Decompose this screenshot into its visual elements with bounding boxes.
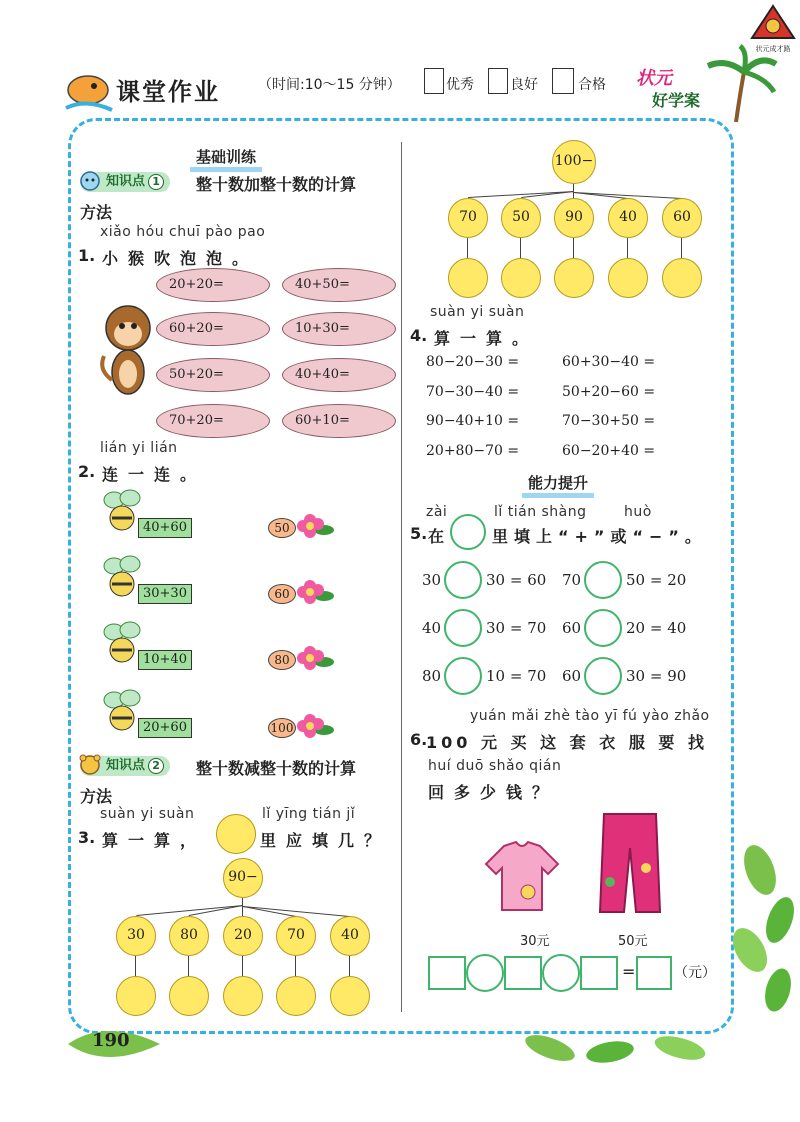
q5-operator-circle[interactable] bbox=[584, 657, 622, 695]
q5-text-1: 在 bbox=[428, 527, 445, 546]
q1-label: 1. bbox=[78, 246, 96, 265]
q1-text: 小猴吹泡泡。 bbox=[102, 249, 259, 268]
right-tree-answer-circle[interactable] bbox=[501, 258, 541, 298]
q5-operand-b: 30 = 70 bbox=[486, 619, 547, 637]
bee-expression[interactable]: 10+40 bbox=[138, 650, 192, 670]
leaves-decoration-icon bbox=[700, 840, 800, 1040]
q5-operand-d: 50 = 20 bbox=[626, 571, 687, 589]
bubble-5: 50+20= bbox=[156, 358, 270, 392]
pants-icon bbox=[596, 808, 664, 920]
right-tree-stem bbox=[681, 238, 682, 258]
palm-tree-icon bbox=[696, 44, 780, 124]
right-tree-answer-circle[interactable] bbox=[662, 258, 702, 298]
q2-pinyin: lián yi lián bbox=[100, 440, 178, 456]
kp1-title: 整十数加整十数的计算 bbox=[196, 175, 357, 194]
bubble-4: 10+30= bbox=[282, 312, 396, 346]
q1-pinyin: xiǎo hóu chuī pào pao bbox=[100, 224, 266, 240]
q4-eq-7: 20+80−70 = bbox=[426, 443, 520, 459]
q4-label: 4. bbox=[410, 326, 428, 345]
q6-text-2: 回多少钱？ bbox=[428, 783, 559, 802]
bee-expression[interactable]: 40+60 bbox=[138, 518, 192, 538]
q5-operand-c: 70 bbox=[562, 571, 582, 589]
left-tree-stem bbox=[188, 956, 189, 976]
right-tree-node: 50 bbox=[501, 198, 541, 238]
bubble-2: 40+50= bbox=[282, 268, 396, 302]
q3-pinyin-2: lǐ yīng tián jǐ bbox=[262, 806, 356, 822]
left-tree-stem bbox=[295, 956, 296, 976]
left-tree-answer-circle[interactable] bbox=[116, 976, 156, 1016]
q5-example-circle bbox=[450, 514, 486, 550]
q5-operator-circle[interactable] bbox=[444, 561, 482, 599]
shirt-icon bbox=[482, 836, 562, 916]
right-tree-root-stem bbox=[573, 184, 574, 192]
q3-text-1: 算一算， bbox=[102, 831, 207, 850]
q4-eq-6: 70−30+50 = bbox=[562, 413, 656, 429]
right-tree-node: 90 bbox=[554, 198, 594, 238]
answer-box-1[interactable] bbox=[428, 956, 466, 990]
q5-operand-b: 10 = 70 bbox=[486, 667, 547, 685]
left-tree-stem bbox=[242, 956, 243, 976]
left-tree-node: 40 bbox=[330, 916, 370, 956]
q6-label: 6. bbox=[410, 730, 428, 749]
rating-box-pass[interactable] bbox=[552, 68, 574, 94]
flower-icon bbox=[294, 506, 334, 546]
q5-operand-a: 80 bbox=[422, 667, 442, 685]
pants-price: 50元 bbox=[618, 934, 648, 949]
answer-box-3[interactable] bbox=[580, 956, 618, 990]
q4-eq-8: 60−20+40 = bbox=[562, 443, 656, 459]
shirt-price: 30元 bbox=[520, 934, 550, 949]
left-tree-node: 80 bbox=[169, 916, 209, 956]
q5-operator-circle[interactable] bbox=[584, 561, 622, 599]
flower-icon bbox=[294, 706, 334, 746]
flower-icon bbox=[294, 572, 334, 612]
section-ability-improvement: 能力提升 bbox=[522, 472, 594, 498]
q2-text: 连一连。 bbox=[102, 465, 207, 484]
bubble-3: 60+20= bbox=[156, 312, 270, 346]
kp-bear-icon bbox=[78, 752, 102, 776]
q4-text: 算一算。 bbox=[434, 329, 539, 348]
q5-operand-d: 20 = 40 bbox=[626, 619, 687, 637]
page-number: 190 bbox=[92, 1030, 130, 1051]
q5-operand-a: 40 bbox=[422, 619, 442, 637]
left-tree-stem bbox=[135, 956, 136, 976]
kp1-num: 1 bbox=[148, 174, 164, 190]
left-tree-branch bbox=[242, 906, 243, 916]
q6-text-1: 100 元 买 这 套 衣 服 要 找 bbox=[426, 733, 708, 752]
flower-number[interactable]: 60 bbox=[268, 584, 296, 604]
right-tree-stem bbox=[627, 238, 628, 258]
right-tree-answer-circle[interactable] bbox=[608, 258, 648, 298]
right-tree-node: 60 bbox=[662, 198, 702, 238]
left-tree-node: 30 bbox=[116, 916, 156, 956]
kp2-title-cont: 方法 bbox=[80, 787, 113, 806]
kp-mascot-icon bbox=[78, 168, 102, 192]
kp2-num: 2 bbox=[148, 758, 164, 774]
left-tree-root-stem bbox=[242, 898, 243, 906]
q4-eq-5: 90−40+10 = bbox=[426, 413, 520, 429]
right-tree-stem bbox=[467, 238, 468, 258]
bubble-8: 60+10= bbox=[282, 404, 396, 438]
mascot-fish-icon bbox=[58, 68, 114, 118]
q5-pinyin-2: lǐ tián shàng bbox=[494, 504, 587, 520]
q4-pinyin: suàn yi suàn bbox=[430, 304, 525, 320]
rating-box-excellent[interactable] bbox=[424, 68, 444, 94]
corner-logo-text: 状元成才路 bbox=[755, 45, 791, 53]
answer-unit: （元） bbox=[674, 965, 716, 981]
rating-box-good[interactable] bbox=[488, 68, 508, 94]
left-tree-stem bbox=[349, 956, 350, 976]
rating-label-pass: 合格 bbox=[578, 77, 606, 93]
bee-expression[interactable]: 20+60 bbox=[138, 718, 192, 738]
q4-eq-3: 70−30−40 = bbox=[426, 384, 520, 400]
flower-number[interactable]: 80 bbox=[268, 650, 296, 670]
q5-pinyin-1: zài bbox=[426, 504, 448, 520]
q2-label: 2. bbox=[78, 462, 96, 481]
kp1-title-cont: 方法 bbox=[80, 203, 113, 222]
monkey-icon bbox=[98, 300, 162, 400]
bee-expression[interactable]: 30+30 bbox=[138, 584, 192, 604]
left-tree-answer-circle[interactable] bbox=[223, 976, 263, 1016]
time-note: （时间:10～15 分钟） bbox=[258, 77, 401, 93]
right-tree-node: 40 bbox=[608, 198, 648, 238]
q4-eq-2: 60+30−40 = bbox=[562, 354, 656, 370]
right-tree-stem bbox=[520, 238, 521, 258]
kp1-label: 知识点 bbox=[106, 174, 146, 189]
q4-eq-4: 50+20−60 = bbox=[562, 384, 656, 400]
q5-operand-c: 60 bbox=[562, 619, 582, 637]
answer-op-circle-2[interactable] bbox=[542, 954, 580, 992]
q6-pinyin-1: yuán mǎi zhè tào yī fú yào zhǎo bbox=[470, 708, 710, 724]
q5-operator-circle[interactable] bbox=[444, 609, 482, 647]
q6-pinyin-2: huí duō shǎo qián bbox=[428, 758, 562, 774]
brand-bottom: 好学案 bbox=[652, 91, 701, 110]
answer-result-box[interactable] bbox=[636, 956, 672, 990]
leaves-bottom-icon bbox=[520, 1028, 740, 1078]
q5-operator-circle[interactable] bbox=[584, 609, 622, 647]
rating-label-excellent: 优秀 bbox=[446, 77, 474, 93]
left-tree-answer-circle[interactable] bbox=[169, 976, 209, 1016]
page-title: 课堂作业 bbox=[116, 78, 220, 106]
bubble-6: 40+40= bbox=[282, 358, 396, 392]
answer-op-circle-1[interactable] bbox=[466, 954, 504, 992]
kp2-title: 整十数减整十数的计算 bbox=[196, 759, 357, 778]
answer-box-2[interactable] bbox=[504, 956, 542, 990]
q3-yellow-circle bbox=[216, 814, 256, 854]
q5-label: 5. bbox=[410, 524, 428, 543]
flower-number[interactable]: 100 bbox=[268, 718, 296, 738]
left-tree-node: 70 bbox=[276, 916, 316, 956]
q5-operand-c: 60 bbox=[562, 667, 582, 685]
rating-label-good: 良好 bbox=[510, 77, 538, 93]
q4-eq-1: 80−20−30 = bbox=[426, 354, 520, 370]
left-tree-answer-circle[interactable] bbox=[330, 976, 370, 1016]
q5-operand-d: 30 = 90 bbox=[626, 667, 687, 685]
right-tree-root: 100− bbox=[552, 140, 596, 184]
section-basic-training: 基础训练 bbox=[190, 146, 262, 172]
q3-label: 3. bbox=[78, 828, 96, 847]
column-divider bbox=[401, 142, 402, 1012]
kp2-label: 知识点 bbox=[106, 758, 146, 773]
q5-text-2: 里填上“+”或“−”。 bbox=[492, 527, 707, 546]
flower-icon bbox=[294, 638, 334, 678]
q5-operand-b: 30 = 60 bbox=[486, 571, 547, 589]
left-tree-root: 90− bbox=[223, 858, 263, 898]
right-tree-answer-circle[interactable] bbox=[448, 258, 488, 298]
flower-number[interactable]: 50 bbox=[268, 518, 296, 538]
q3-text-2: 里应填几？ bbox=[260, 831, 391, 850]
right-tree-node: 70 bbox=[448, 198, 488, 238]
bubble-1: 20+20= bbox=[156, 268, 270, 302]
answer-equals: = bbox=[622, 962, 636, 981]
left-tree-node: 20 bbox=[223, 916, 263, 956]
q3-pinyin-1: suàn yi suàn bbox=[100, 806, 195, 822]
right-tree-answer-circle[interactable] bbox=[554, 258, 594, 298]
right-tree-stem bbox=[573, 238, 574, 258]
q5-operator-circle[interactable] bbox=[444, 657, 482, 695]
brand-top: 状元 bbox=[636, 68, 672, 89]
q5-pinyin-3: huò bbox=[624, 504, 652, 520]
q5-operand-a: 30 bbox=[422, 571, 442, 589]
bubble-7: 70+20= bbox=[156, 404, 270, 438]
left-tree-answer-circle[interactable] bbox=[276, 976, 316, 1016]
